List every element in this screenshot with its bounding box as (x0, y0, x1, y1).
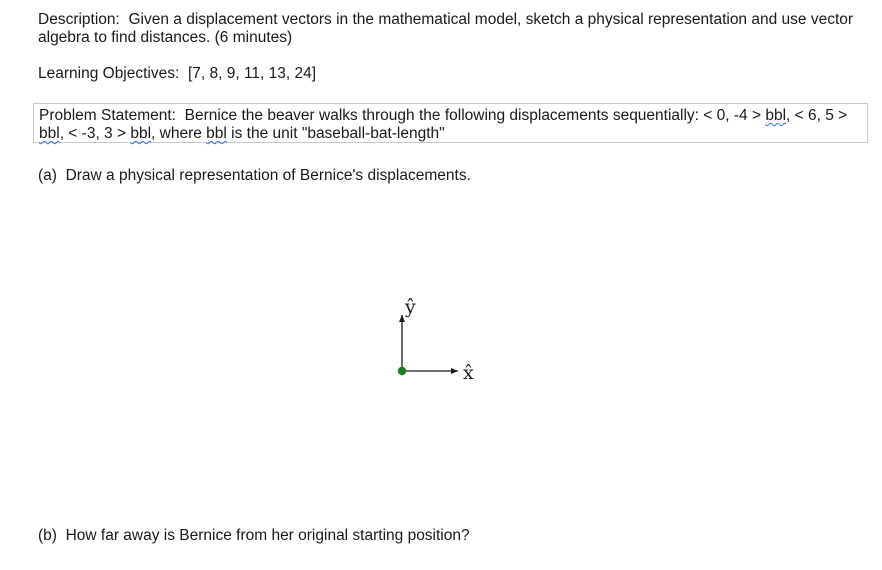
problem-mid: , where (151, 125, 207, 142)
unit-bbl-4: bbl (206, 125, 227, 142)
y-axis-label: ŷ (405, 296, 416, 318)
problem-sep2: , < -3, 3 > (59, 125, 131, 142)
problem-outro: is the unit "baseball-bat-length" (226, 125, 445, 142)
question-part-b (38, 527, 862, 545)
part-a-text: Draw a physical representation of Bernice's displacements. (65, 167, 471, 184)
unit-bbl-2: bbl (39, 125, 60, 142)
origin-point (398, 367, 406, 375)
objectives-label: Learning Objectives: (38, 65, 180, 82)
problem-label: Problem Statement: (39, 107, 176, 124)
description-paragraph (38, 11, 862, 47)
part-b-label: (b) (38, 527, 57, 544)
description-text: Given a displacement vectors in the mathematical model, sketch a physical representation and use vector algebra to find distances. (6 minutes) (38, 11, 854, 46)
learning-objectives (38, 65, 862, 83)
coordinate-axes-diagram (380, 285, 500, 395)
problem-statement-box (33, 103, 868, 143)
objectives-list: [7, 8, 9, 11, 13, 24] (187, 65, 317, 82)
problem-sep1: , < 6, 5 > (786, 107, 848, 124)
unit-bbl-1: bbl (765, 107, 787, 124)
problem-intro: Bernice the beaver walks through the following displacements sequentially: < 0, -4 > (184, 107, 766, 124)
unit-bbl-3: bbl (130, 125, 152, 142)
description-label: Description: (38, 11, 120, 28)
question-part-a (38, 167, 862, 185)
x-axis-label: x̂ (463, 362, 474, 384)
part-b-text: How far away is Bernice from her original starting position? (65, 527, 470, 544)
part-a-label: (a) (38, 167, 57, 184)
